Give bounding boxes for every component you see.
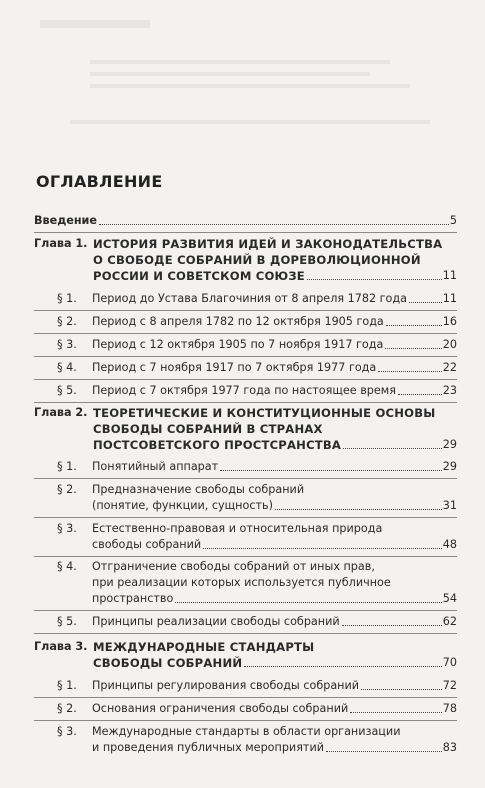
section-title: Период с 12 октября 1905 по 7 ноября 1917 года — [92, 338, 384, 351]
section-title-line: (понятие, функции, сущность) — [92, 499, 273, 512]
leader-dots — [385, 348, 441, 349]
leader-dots — [220, 470, 442, 471]
chapter-page: 11 — [442, 269, 457, 282]
section-title-line: Отграничение свободы собраний от иных прав, — [92, 560, 375, 573]
divider — [34, 402, 457, 403]
divider — [34, 633, 457, 634]
section-title-line: при реализации которых используется публичное — [92, 576, 391, 589]
section-title: Период с 8 апреля 1782 по 12 октября 1905 года — [92, 315, 384, 328]
section-page: 54 — [442, 592, 457, 605]
leader-dots — [203, 548, 442, 549]
chapter-page: 70 — [442, 656, 457, 669]
leader-dots — [361, 689, 442, 690]
section-number: § 3. — [57, 338, 77, 351]
chapter-title-line: МЕЖДУНАРОДНЫЕ СТАНДАРТЫ — [93, 640, 315, 654]
leader-dots — [386, 325, 442, 326]
section-title-line: Естественно-правовая и относительная природа — [92, 522, 383, 535]
leader-dots — [398, 394, 442, 395]
intro-label: Введение — [34, 214, 97, 227]
chapter-title-line: ИСТОРИЯ РАЗВИТИЯ ИДЕЙ И ЗАКОНОДАТЕЛЬСТВА — [93, 237, 443, 251]
divider — [34, 310, 457, 311]
chapter-title-line: ПОСТСОВЕТСКОГО ПРОСТСРАНСТВА — [93, 438, 342, 452]
leader-dots — [326, 751, 442, 752]
section-page: 48 — [442, 538, 457, 551]
section-title: Период с 7 ноября 1917 по 7 октября 1977 года — [92, 361, 377, 374]
chapter-title-line: ТЕОРЕТИЧЕСКИЕ И КОНСТИТУЦИОННЫЕ ОСНОВЫ — [93, 406, 436, 420]
toc-intro-entry[interactable] — [34, 213, 457, 229]
section-title-line: и проведения публичных мероприятий — [92, 741, 324, 754]
chapter-title-line: СВОБОДЫ СОБРАНИЙ — [93, 656, 243, 670]
leader-dots — [409, 302, 442, 303]
divider — [34, 517, 457, 518]
chapter-label: Глава 2. — [34, 406, 88, 419]
leader-dots — [342, 625, 442, 626]
chapter-label: Глава 1. — [34, 237, 88, 250]
leader-dots — [244, 666, 442, 667]
section-number: § 1. — [57, 679, 77, 692]
section-page: 23 — [442, 384, 457, 397]
leader-dots — [350, 712, 442, 713]
divider — [34, 720, 457, 721]
section-page: 16 — [442, 315, 457, 328]
section-page: 22 — [442, 361, 457, 374]
chapter-title-line: СВОБОДЫ СОБРАНИЙ В СТРАНАХ — [93, 422, 323, 436]
section-page: 11 — [442, 292, 457, 305]
section-page: 83 — [442, 741, 457, 754]
chapter-title-line: О СВОБОДЕ СОБРАНИЙ В ДОРЕВОЛЮЦИОННОЙ — [93, 253, 421, 267]
leader-dots — [343, 448, 442, 449]
section-page: 29 — [442, 460, 457, 473]
chapter-title-line: РОССИИ И СОВЕТСКОМ СОЮЗЕ — [93, 269, 305, 283]
section-number: § 5. — [57, 384, 77, 397]
chapter-page: 29 — [442, 438, 457, 451]
section-number: § 4. — [57, 361, 77, 374]
chapter-label: Глава 3. — [34, 640, 88, 653]
section-title: Период до Устава Благочиния от 8 апреля 1782 года — [92, 292, 407, 305]
divider — [34, 478, 457, 479]
leader-dots — [99, 224, 449, 225]
toc-heading: ОГЛАВЛЕНИЕ — [36, 172, 163, 191]
intro-page: 5 — [449, 214, 457, 227]
section-number: § 2. — [57, 315, 77, 328]
divider — [34, 356, 457, 357]
section-page: 31 — [442, 499, 457, 512]
divider — [34, 333, 457, 334]
divider — [34, 556, 457, 557]
divider — [34, 610, 457, 611]
section-title-line: пространство — [92, 592, 174, 605]
section-page: 72 — [442, 679, 457, 692]
bleed-through-shadow — [30, 20, 450, 140]
section-title: Период с 7 октября 1977 года по настоящее время — [92, 384, 396, 397]
section-title-line: свободы собраний — [92, 538, 202, 551]
section-page: 78 — [442, 702, 457, 715]
section-number: § 5. — [57, 615, 77, 628]
section-number: § 1. — [57, 292, 77, 305]
section-number: § 3. — [57, 522, 77, 535]
section-title: Понятийный аппарат — [92, 460, 219, 473]
section-number: § 1. — [57, 460, 77, 473]
leader-dots — [378, 371, 441, 372]
section-page: 20 — [442, 338, 457, 351]
section-title: Принципы реализации свободы собраний — [92, 615, 340, 628]
leader-dots — [307, 279, 442, 280]
section-number: § 3. — [57, 725, 77, 738]
section-page: 62 — [442, 615, 457, 628]
section-number: § 2. — [57, 702, 77, 715]
section-title: Основания ограничения свободы собраний — [92, 702, 349, 715]
divider — [34, 697, 457, 698]
section-title: Принципы регулирования свободы собраний — [92, 679, 360, 692]
section-title-line: Международные стандарты в области организации — [92, 725, 401, 738]
divider — [34, 379, 457, 380]
section-number: § 4. — [57, 560, 77, 573]
divider — [34, 232, 457, 233]
section-title-line: Предназначение свободы собраний — [92, 483, 305, 496]
leader-dots — [175, 602, 441, 603]
section-number: § 2. — [57, 483, 77, 496]
leader-dots — [275, 509, 442, 510]
